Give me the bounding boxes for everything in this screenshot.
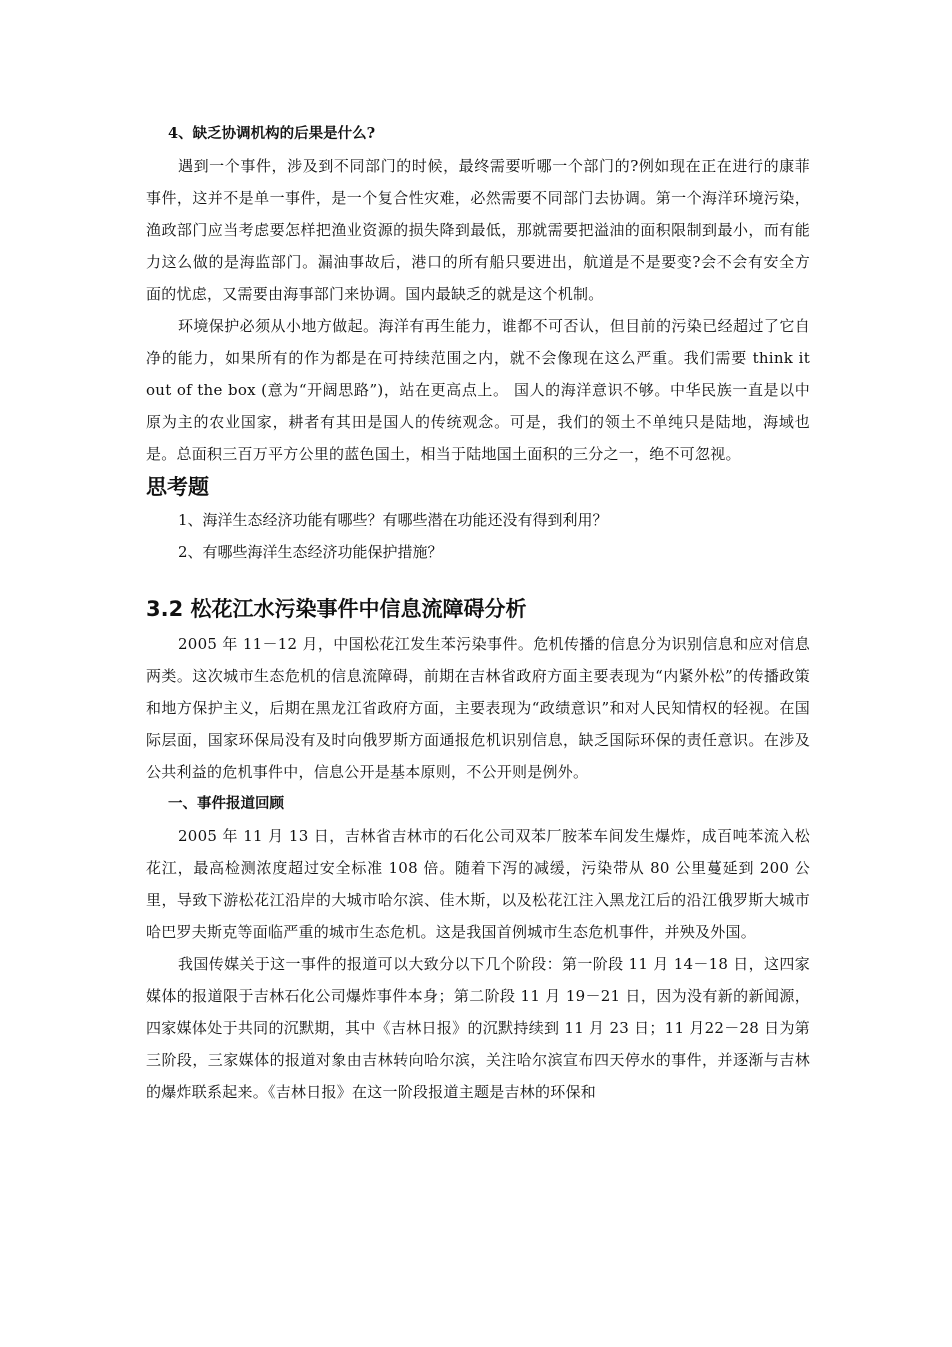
subsection-heading: 一、事件报道回顾 bbox=[168, 795, 284, 812]
list-item: 2、有哪些海洋生态经济功能保护措施？ bbox=[178, 543, 443, 561]
paragraph: 2005 年 11 月 13 日，吉林省吉林市的石化公司双苯厂胺苯车间发生爆炸，成百吨苯流入松花江，最高检测浓度超过安全标准 108 倍。随着下泻的减缓，污染带从 80 公里蔓延到 200 公里，导致下游松花江沿岸的大城市哈尔滨、佳木斯，以及松花江注入黑龙江后的沿江俄罗斯大城市哈巴罗夫斯克等面临严重的城市生态危机。这是我国首例城市生态危机事件，并殃及外国。 bbox=[146, 827, 810, 941]
list-item: 1、海洋生态经济功能有哪些？有哪些潜在功能还没有得到利用？ bbox=[178, 511, 608, 529]
paragraph: 我国传媒关于这一事件的报道可以大致分以下几个阶段：第一阶段 11 月 14－18 日，这四家媒体的报道限于吉林石化公司爆炸事件本身；第二阶段 11 月 19－21 日，因为没有新的新闻源，四家媒体处于共同的沉默期，其中《吉林日报》的沉默持续到 11 月 23 日；11 月22－28 日为第三阶段，三家媒体的报道对象由吉林转向哈尔滨，关注哈尔滨宣布四天停水的事件，并逐渐与吉林的爆炸联系起来。《吉林日报》在这一阶段报道主题是吉林的环保和 bbox=[146, 955, 810, 1101]
paragraph: 环境保护必须从小地方做起。海洋有再生能力，谁都不可否认，但目前的污染已经超过了它自净的能力，如果所有的作为都是在可持续范围之内，就不会像现在这么严重。我们需要 think it out of the box (意为“开阔思路”)，站在更高点上。 国人的海洋意识不够。中华民族一直是以中原为主的农业国家，耕者有其田是国人的传统观念。可是，我们的领土不单纯只是陆地，海域也是。总面积三百万平方公里的蓝色国土，相当于陆地国土面积的三分之一，绝不可忽视。 bbox=[146, 317, 810, 463]
paragraph: 遇到一个事件，涉及到不同部门的时候，最终需要听哪一个部门的?例如现在正在进行的康菲事件，这并不是单一事件，是一个复合性灾难，必然需要不同部门去协调。第一个海洋环境污染，渔政部门应当考虑要怎样把渔业资源的损失降到最低，那就需要把溢油的面积限制到最小，而有能力这么做的是海监部门。漏油事故后，港口的所有船只要进出，航道是不是要变?会不会有安全方面的忧虑，又需要由海事部门来协调。国内最缺乏的就是这个机制。 bbox=[146, 157, 810, 303]
thinking-questions-heading: 思考题 bbox=[146, 475, 209, 499]
section-3-2-heading: 3.2 松花江水污染事件中信息流障碍分析 bbox=[146, 597, 527, 621]
question-4-heading: 4、缺乏协调机构的后果是什么? bbox=[168, 125, 376, 142]
document-page bbox=[146, 118, 810, 1108]
paragraph: 2005 年 11－12 月，中国松花江发生苯污染事件。危机传播的信息分为识别信息和应对信息两类。这次城市生态危机的信息流障碍，前期在吉林省政府方面主要表现为“内紧外松”的传播政策和地方保护主义，后期在黑龙江省政府方面，主要表现为“政绩意识”和对人民知情权的轻视。在国际层面，国家环保局没有及时向俄罗斯方面通报危机识别信息，缺乏国际环保的责任意识。在涉及公共利益的危机事件中，信息公开是基本原则，不公开则是例外。 bbox=[146, 635, 810, 781]
